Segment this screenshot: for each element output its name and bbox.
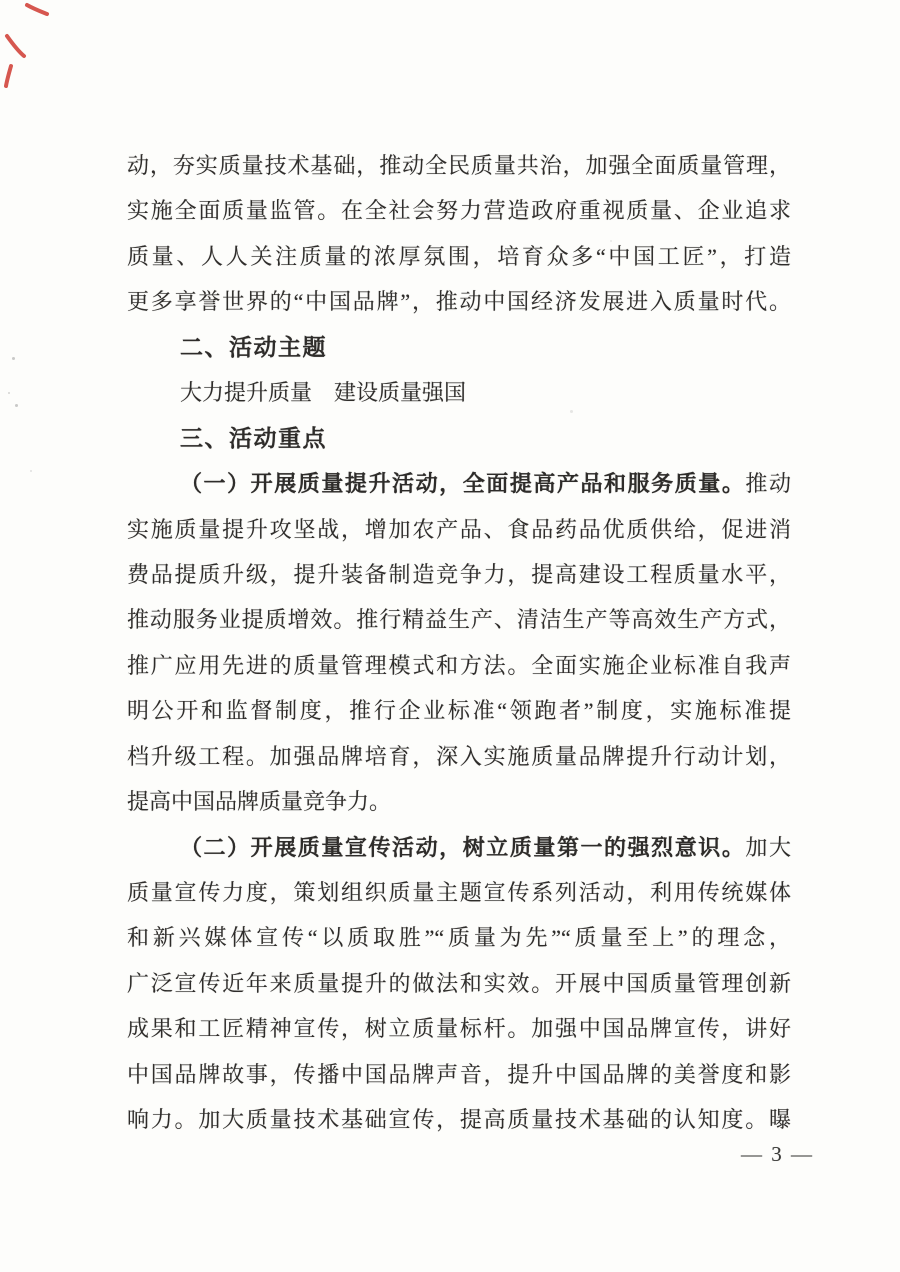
text-span: 推动	[745, 471, 791, 497]
text-span: 成果和工匠精神宣传，树立质量标杆。加强中国品牌宣传，讲好	[127, 1016, 791, 1042]
body-line-10	[127, 734, 791, 779]
body-line-11	[127, 779, 791, 824]
text-span: 质量、人人关注质量的浓厚氛围，培育众多“中国工匠”，打造	[127, 243, 791, 269]
para-2-lead-line	[127, 825, 791, 870]
text-span: 加大	[745, 834, 791, 860]
emphasized-text: （一）开展质量提升活动，全面提高产品和服务质量。	[180, 471, 746, 497]
text-span: 动，夯实质量技术基础，推动全民质量共治，加强全面质量管理，	[127, 153, 791, 178]
body-line-12	[127, 870, 791, 915]
text-span: 实施全面质量监管。在全社会努力营造政府重视质量、企业追求	[127, 198, 791, 224]
body-line-15	[127, 1006, 791, 1051]
body-line-7	[127, 597, 791, 642]
scan-speck	[12, 357, 15, 360]
section-heading-activity-theme	[127, 325, 791, 370]
text-span: 和新兴媒体宣传“以质取胜”“质量为先”“质量至上”的理念，	[127, 925, 791, 951]
body-line-6	[127, 552, 791, 597]
body-line-17	[127, 1097, 791, 1142]
text-span: 推广应用先进的质量管理模式和方法。全面实施企业标准自我声	[127, 652, 791, 678]
body-line-3	[127, 234, 791, 279]
body-line-9	[127, 688, 791, 733]
body-line-16	[127, 1052, 791, 1097]
text-span: 中国品牌故事，传播中国品牌声音，提升中国品牌的美誉度和影	[127, 1061, 791, 1087]
heading-text: 三、活动重点	[180, 424, 327, 451]
text-span: 推动服务业提质增效。推行精益生产、清洁生产等高效生产方式，	[127, 607, 791, 633]
para-1-lead-line	[127, 461, 791, 506]
scan-speck	[15, 404, 18, 407]
text-block	[127, 143, 791, 1143]
body-line-14	[127, 961, 791, 1006]
section-heading-activity-focus	[127, 416, 791, 461]
page-number: — 3 —	[741, 1142, 814, 1166]
scan-speck	[30, 470, 32, 472]
body-line-2	[127, 188, 791, 233]
body-line-13	[127, 915, 791, 960]
red-ink-marks	[0, 0, 60, 110]
text-span: 响力。加大质量技术基础宣传，提高质量技术基础的认知度。曝	[127, 1107, 791, 1133]
body-line-1	[127, 143, 791, 188]
scan-speck	[8, 392, 10, 394]
activity-theme-text	[127, 370, 791, 415]
body-line-8	[127, 643, 791, 688]
text-span: 费品提质升级，提升装备制造竞争力，提高建设工程质量水平，	[127, 561, 791, 587]
text-span: 档升级工程。加强品牌培育，深入实施质量品牌提升行动计划，	[127, 743, 791, 769]
emphasized-text: （二）开展质量宣传活动，树立质量第一的强烈意识。	[180, 834, 746, 860]
text-span: 明公开和监督制度，推行企业标准“领跑者”制度，实施标准提	[127, 698, 791, 724]
text-span: 广泛宣传近年来质量提升的做法和实效。开展中国质量管理创新	[127, 970, 791, 996]
text-span: 提高中国品牌质量竞争力。	[127, 789, 392, 815]
body-line-4	[127, 279, 791, 324]
heading-text: 二、活动主题	[180, 333, 327, 360]
text-span: 质量宣传力度，策划组织质量主题宣传系列活动，利用传统媒体	[127, 880, 791, 905]
text-span: 更多享誉世界的“中国品牌”，推动中国经济发展进入质量时代。	[127, 289, 791, 315]
text-span: 实施质量提升攻坚战，增加农产品、食品药品优质供给，促进消	[127, 516, 791, 542]
body-line-5	[127, 507, 791, 552]
text-span: 大力提升质量 建设质量强国	[180, 380, 467, 406]
